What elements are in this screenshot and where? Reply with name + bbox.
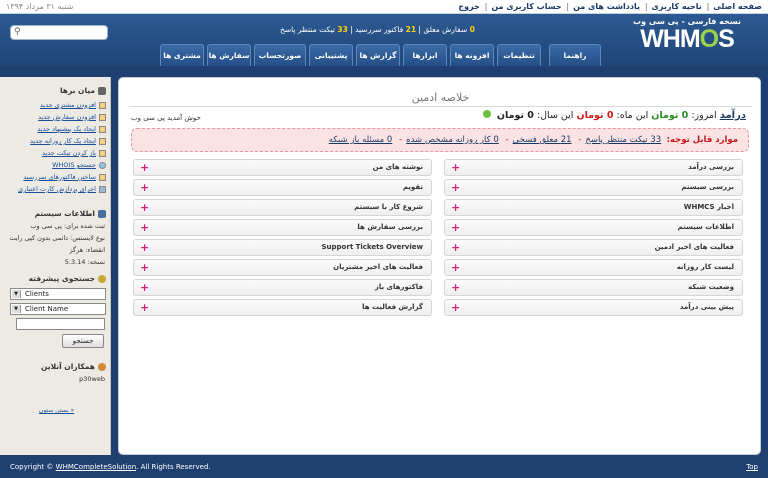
search-icon — [98, 275, 106, 283]
income-today: 0 تومان — [651, 110, 689, 121]
overdue-invoices-count[interactable]: 21 — [405, 25, 417, 34]
income-label[interactable]: درآمد — [719, 110, 746, 121]
widget-orders-overview[interactable]: بررسی سفارش ها + — [133, 219, 432, 236]
todo-icon — [99, 138, 106, 145]
copyright-link[interactable]: WHMCompleteSolution — [55, 463, 137, 471]
quote-icon — [99, 126, 106, 133]
search-value-input[interactable] — [16, 318, 105, 330]
sysinfo-version: نسخه: 5.3.14 — [64, 258, 105, 266]
top-links: صفحه اصلی| ناحیه کاربری| یادداشت های من| حساب کاربری من| خروج — [458, 2, 762, 11]
expand-icon[interactable]: + — [451, 181, 461, 194]
top-link-logout[interactable]: خروج — [458, 2, 480, 11]
whmcs-logo: WHMOS — [640, 25, 734, 53]
footer — [0, 455, 768, 478]
widget-whmcs-news[interactable]: اخبار WHMCS + — [444, 199, 743, 216]
shortcut-cc-capture[interactable]: اجرای پردازش کارت اعتباری — [0, 183, 111, 195]
attention-alert: موارد قابل توجه: 33 تیکت منتظر پاسخ- 21 معلق فسخی- 0 کار روزانه مشخص شده- 0 مسئله باز شبکه — [131, 128, 749, 152]
expand-icon[interactable]: + — [451, 221, 461, 234]
widget-todo-list[interactable]: لیست کار روزانه + — [444, 259, 743, 276]
alert-network-issues[interactable]: 0 مسئله باز شبکه — [328, 135, 393, 145]
globe-icon — [99, 162, 106, 169]
top-link-my-notes[interactable]: یادداشت های من — [573, 2, 641, 11]
main-panel — [118, 77, 761, 455]
welcome-text: خوش آمدید پی سی وب — [131, 114, 201, 122]
top-link-home[interactable]: صفحه اصلی — [713, 2, 762, 11]
header-stats: 0 سفارش معلق | 21 فاکتور سررسید | 33 تیکت منتظر پاسخ — [280, 25, 475, 34]
widget-my-notes[interactable]: نوشته های من + — [133, 159, 432, 176]
sysinfo-license: نوع لایسنس: دائمی بدون کپی رایت — [9, 234, 105, 242]
tab-setup[interactable]: تنظیمات — [497, 44, 541, 66]
search-button[interactable]: جستجو — [62, 334, 104, 348]
sysinfo-registered: ثبت شده برای: پی سی وب — [30, 222, 105, 230]
widget-admin-activity[interactable]: فعالیت های اخیر ادمین + — [444, 239, 743, 256]
shortcut-add-client[interactable]: افزودن مشتری جدید — [0, 99, 111, 111]
widgets-right-column — [444, 159, 743, 319]
refresh-icon[interactable] — [483, 110, 491, 118]
online-staff-title: همکاران آنلاین — [0, 362, 111, 371]
sidebar — [0, 77, 111, 455]
widget-system-overview[interactable]: بررسی سیستم + — [444, 179, 743, 196]
shortcut-add-order[interactable]: افزودن سفارش جدید — [0, 111, 111, 123]
shortcut-create-quote[interactable]: ایجاد یک پیشنهاد جدید — [0, 123, 111, 135]
expand-icon[interactable]: + — [451, 301, 461, 314]
widget-income-overview[interactable]: بررسی درآمد + — [444, 159, 743, 176]
page-title: خلاصه ادمین — [411, 91, 470, 104]
tab-clients[interactable]: مشتری ها — [160, 44, 204, 66]
expand-icon[interactable]: + — [140, 301, 150, 314]
shortcut-icon — [98, 87, 106, 95]
shortcut-gen-invoices[interactable]: ساختن فاکتورهای سررسید — [0, 171, 111, 183]
alert-label: موارد قابل توجه: — [666, 135, 738, 145]
pending-tickets-count[interactable]: 33 — [337, 25, 348, 34]
income-year: 0 تومان — [496, 110, 534, 121]
search-type-select[interactable]: ▼ Clients — [10, 288, 106, 300]
alert-pending-tickets[interactable]: 33 تیکت منتظر پاسخ — [585, 135, 662, 145]
widget-support-tickets[interactable]: Support Tickets Overview + — [133, 239, 432, 256]
income-month: 0 تومان — [576, 110, 614, 121]
expand-icon[interactable]: + — [140, 241, 150, 254]
shortcut-open-ticket[interactable]: باز کردن تیکت جدید — [0, 147, 111, 159]
pending-orders-count[interactable]: 0 — [469, 25, 475, 34]
sysinfo-title: اطلاعات سیستم — [0, 209, 111, 218]
expand-icon[interactable]: + — [451, 201, 461, 214]
expand-icon[interactable]: + — [140, 161, 150, 174]
shortcut-create-todo[interactable]: ایجاد یک کار روزانه جدید — [0, 135, 111, 147]
main-nav — [157, 44, 601, 66]
dropdown-arrow-icon: ▼ — [12, 305, 21, 313]
ticket-icon — [99, 150, 106, 157]
alert-todo[interactable]: 0 کار روزانه مشخص شده — [406, 135, 499, 145]
tab-addons[interactable]: افزونه ها — [450, 44, 494, 66]
tab-reports[interactable]: گزارش ها — [356, 44, 400, 66]
widget-getting-started[interactable]: شروع کار با سیستم + — [133, 199, 432, 216]
sysinfo-expires: انقضاء: هرگز — [69, 246, 105, 254]
users-icon — [98, 363, 106, 371]
widget-activity-log[interactable]: گزارش فعالیت ها + — [133, 299, 432, 316]
tab-help[interactable]: راهنما — [549, 44, 601, 66]
top-strip — [0, 0, 768, 14]
widget-system-info[interactable]: اطلاعات سیستم + — [444, 219, 743, 236]
computer-icon — [98, 210, 106, 218]
logo[interactable] — [628, 17, 746, 53]
user-add-icon — [99, 102, 106, 109]
expand-icon[interactable]: + — [451, 241, 461, 254]
shortcut-whois[interactable]: جستجو WHOIS — [0, 159, 111, 171]
tab-billing[interactable]: صورتحساب — [254, 44, 306, 66]
title-divider — [129, 106, 752, 107]
online-user: p30web — [79, 375, 105, 383]
expand-icon[interactable]: + — [451, 281, 461, 294]
tab-utilities[interactable]: ابزارها — [403, 44, 447, 66]
search-input[interactable] — [10, 25, 108, 40]
tab-support[interactable]: پشتیبانی — [309, 44, 353, 66]
widgets-left-column — [133, 159, 432, 319]
expand-icon[interactable]: + — [140, 221, 150, 234]
search-icon[interactable]: ⚲ — [14, 27, 21, 37]
top-link-client-area[interactable]: ناحیه کاربری — [651, 2, 702, 11]
alert-overdue[interactable]: 21 معلق فسخی — [512, 135, 572, 145]
tab-orders[interactable]: سفارش ها — [207, 44, 251, 66]
income-summary: درآمد امروز: 0 تومان این ماه: 0 تومان این سال: 0 تومان — [483, 110, 746, 121]
advanced-search-title: جستجوی پیشرفته — [0, 274, 111, 283]
widget-client-activity[interactable]: فعالیت های اخیر مشتریان + — [133, 259, 432, 276]
widget-open-invoices[interactable]: فاکتورهای باز + — [133, 279, 432, 296]
expand-icon[interactable]: + — [140, 201, 150, 214]
overdue-invoices-label[interactable]: فاکتور سررسید — [355, 25, 404, 34]
logo-subtitle: نسخه فارسی - پی سی وب — [633, 17, 741, 26]
hide-sidebar-link[interactable]: « بستن ستون — [39, 407, 75, 414]
back-to-top-link[interactable]: Top — [746, 463, 758, 471]
search-field-select[interactable]: ▼ Client Name — [10, 303, 106, 315]
invoice-icon — [99, 174, 106, 181]
current-date: شنبه ۳۱ مرداد ۱۳۹۴ — [6, 2, 74, 11]
shortcuts-title: میان برها — [0, 86, 111, 95]
expand-icon[interactable]: + — [451, 261, 461, 274]
expand-icon[interactable]: + — [140, 261, 150, 274]
top-link-my-account[interactable]: حساب کاربری من — [491, 2, 562, 11]
dropdown-arrow-icon: ▼ — [12, 290, 21, 298]
copyright: Copyright © WHMCompleteSolution. All Rights Reserved. — [10, 463, 211, 471]
expand-icon[interactable]: + — [140, 181, 150, 194]
widget-income-forecast[interactable]: پیش بینی درآمد + — [444, 299, 743, 316]
widget-network-status[interactable]: وضعیت شبکه + — [444, 279, 743, 296]
pending-tickets-label[interactable]: تیکت منتظر پاسخ — [280, 25, 335, 34]
pending-orders-label[interactable]: سفارش معلق — [423, 25, 468, 34]
widget-calendar[interactable]: تقویم + — [133, 179, 432, 196]
expand-icon[interactable]: + — [140, 281, 150, 294]
expand-icon[interactable]: + — [451, 161, 461, 174]
credit-card-icon — [99, 186, 106, 193]
cart-add-icon — [99, 114, 106, 121]
